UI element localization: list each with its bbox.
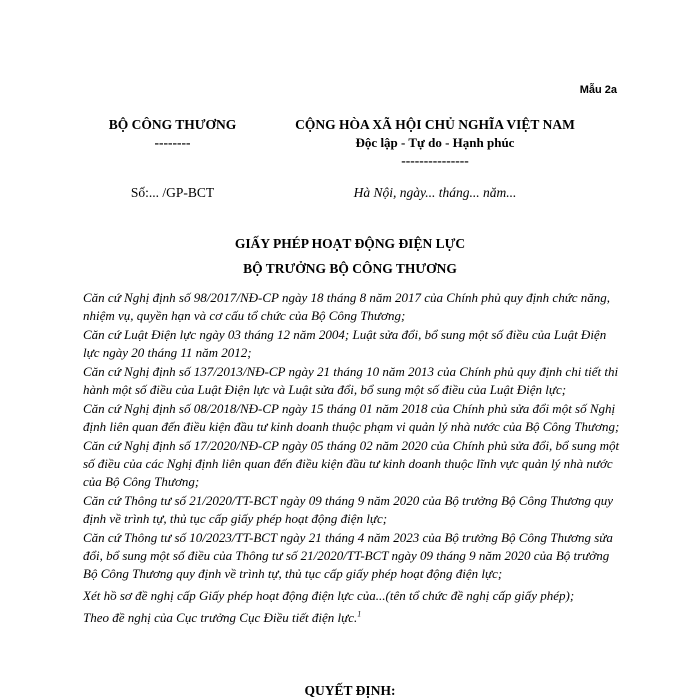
document-title: GIẤY PHÉP HOẠT ĐỘNG ĐIỆN LỰC [234, 236, 466, 251]
national-motto: Độc lập - Tự do - Hạnh phúc [355, 135, 515, 150]
legal-basis-item: Căn cứ Nghị định số 137/2013/NĐ-CP ngày 21 tháng 10 năm 2013 của Chính phủ quy định chi tiết thi hành một số điều của Luật Điện lực và Luật sửa đổi, bổ sung một số điều của Luật Điện lực; [83, 364, 619, 397]
legal-basis-proposal [83, 609, 623, 627]
ministry-name: BỘ CÔNG THƯƠNG [108, 117, 237, 132]
decision-heading: QUYẾT ĐỊNH: [304, 683, 396, 698]
legal-basis-item: Căn cứ Nghị định số 17/2020/NĐ-CP ngày 05 tháng 02 năm 2020 của Chính phủ sửa đổi, bổ sung một số điều của các Nghị định liên quan đến điều kiện đầu tư kinh doanh thuộc lĩnh vực quản lý nhà nước của Bộ Công Thương; [83, 438, 620, 489]
ministry-underline: -------- [154, 135, 191, 150]
footnote-marker[interactable]: 1 [357, 609, 362, 619]
place-date: Hà Nội, ngày... tháng... năm... [353, 185, 517, 200]
legal-basis-item: Căn cứ Luật Điện lực ngày 03 tháng 12 năm 2004; Luật sửa đổi, bổ sung một số điều của Luật Điện lực ngày 20 tháng 11 năm 2012; [83, 327, 607, 360]
issuing-authority: BỘ TRƯỞNG BỘ CÔNG THƯƠNG [243, 261, 457, 276]
legal-basis-item: Căn cứ Thông tư số 21/2020/TT-BCT ngày 09 tháng 9 năm 2020 của Bộ trưởng Bộ Công Thương quy định về trình tự, thủ tục cấp giấy phép hoạt động điện lực; [83, 493, 613, 526]
document-number: Số:... /GP-BCT [130, 185, 215, 200]
legal-basis-item: Xét hồ sơ đề nghị cấp Giấy phép hoạt động điện lực của...(tên tổ chức đề nghị cấp giấy phép); [83, 588, 575, 603]
country-name: CỘNG HÒA XÃ HỘI CHỦ NGHĨA VIỆT NAM [295, 117, 575, 132]
form-code: Mẫu 2a [579, 84, 617, 96]
motto-underline: --------------- [401, 153, 469, 168]
legal-basis-item: Căn cứ Nghị định số 98/2017/NĐ-CP ngày 18 tháng 8 năm 2017 của Chính phủ quy định chức năng, nhiệm vụ, quyền hạn và cơ cấu tổ chức của Bộ Công Thương; [83, 290, 611, 323]
proposal-text: Theo đề nghị của Cục trưởng Cục Điều tiết điện lực. [83, 610, 358, 625]
legal-basis-item: Căn cứ Nghị định số 08/2018/NĐ-CP ngày 15 tháng 01 năm 2018 của Chính phủ sửa đổi một số Nghị định liên quan đến điều kiện đầu tư kinh doanh thuộc phạm vi quản lý nhà nước của Bộ Công Thương; [83, 401, 620, 434]
legal-basis-item: Căn cứ Thông tư số 10/2023/TT-BCT ngày 21 tháng 4 năm 2023 của Bộ trưởng Bộ Công Thương sửa đổi, bổ sung một số điều của Thông tư số 21/2020/TT-BCT ngày 09 tháng 9 năm 2020 của Bộ trưởng Bộ Công Thương quy định về trình tự, thủ tục cấp giấy phép hoạt động điện lực; [83, 530, 613, 581]
ministry-header [90, 116, 255, 152]
national-header [270, 116, 600, 170]
legal-bases [83, 289, 623, 628]
